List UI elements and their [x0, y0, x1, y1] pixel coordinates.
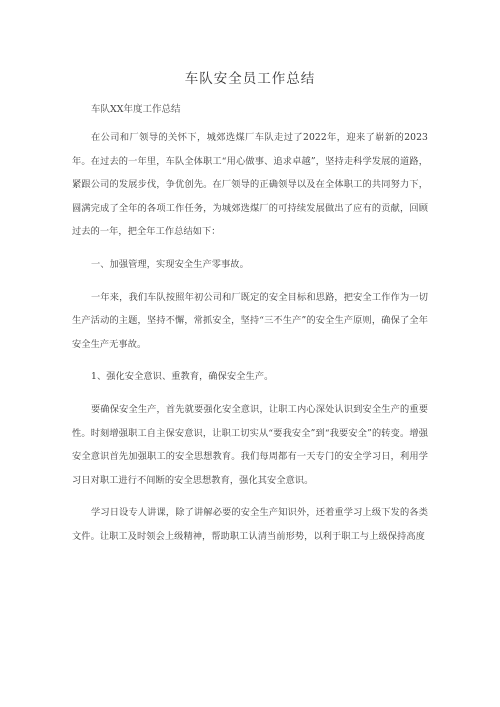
section-heading-1: 一、加强管理，实现安全生产零事故。: [91, 258, 249, 270]
document-body: [72, 126, 428, 558]
paragraph-safety-awareness: 要确保安全生产，首先就要强化安全意识，让职工内心深处认识到安全生产的重要性。时刻增强职工自主保安意识，让职工切实从“要我安全”到“我要安全”的转变。增强安全意识首先加强职工的安全思想教育。我们每周都有一天专门的安全学习日，利用学习日对职工进行不间断的安全思想教育，强化其安全意识。: [72, 403, 428, 486]
document-subtitle: 车队XX年度工作总结: [91, 104, 181, 115]
paragraph-safety-goals: 一年来，我们车队按照年初公司和厂既定的安全目标和思路，把安全工作作为一切生产活动的主题，坚持不懈，常抓安全，坚持“三不生产”的安全生产原则，确保了全年安全生产无事故。: [72, 291, 428, 350]
subsection-heading-1: 1、强化安全意识、重教育，确保安全生产。: [91, 371, 274, 383]
paragraph-intro: 在公司和厂领导的关怀下，城郊选煤厂车队走过了2022年，迎来了崭新的2023年。在过去的一年里，车队全体职工“用心做事、追求卓越”，坚持走科学发展的道路，紧跟公司的发展步伐，争优创先。在厂领导的正确领导以及在全体职工的共同努力下，圆满完成了全年的各项工作任务，为城郊选煤厂的可持续发展做出了应有的贡献，回顾过去的一年，把全年工作总结如下：: [72, 132, 428, 238]
paragraph-study-day: 学习日设专人讲课，除了讲解必要的安全生产知识外，还着重学习上级下发的各类文件。让职工及时领会上级精神，帮助职工认清当前形势，以利于职工与上级保持高度: [72, 507, 428, 542]
document-title: 车队安全员工作总结: [184, 71, 316, 87]
